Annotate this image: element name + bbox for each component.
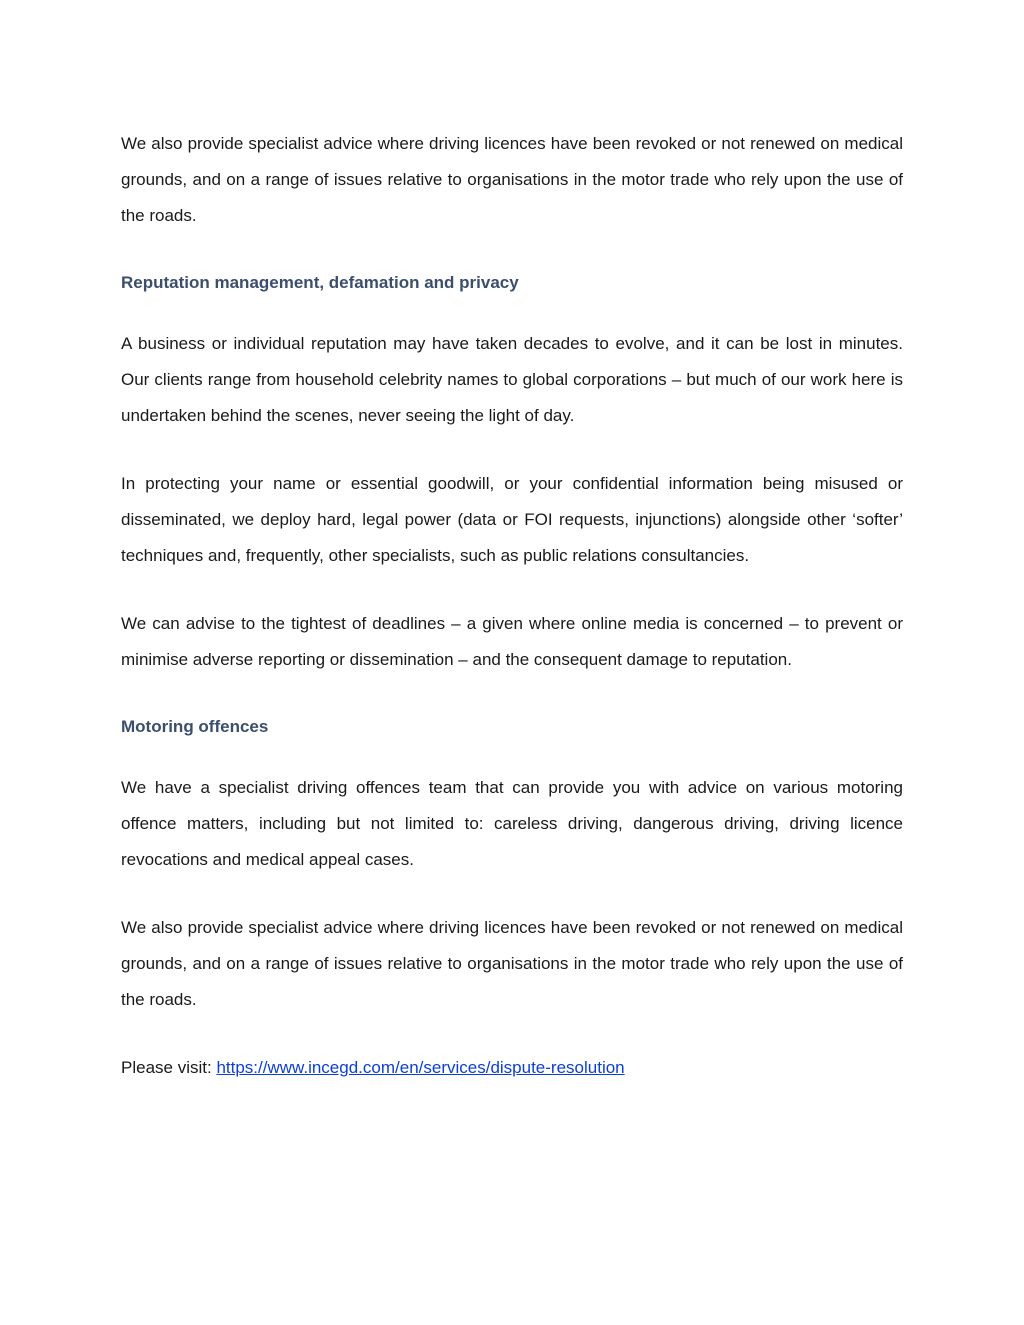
visit-line xyxy=(121,1050,903,1086)
paragraph-protecting-name: In protecting your name or essential goodwill, or your confidential information being misused or disseminated, we deploy hard, legal power (data or FOI requests, injunctions) alongside other ‘softer’ techniques and, frequently, other specialists, such as public relations consultancies. xyxy=(121,474,903,565)
paragraph-licence-advice-bottom: We also provide specialist advice where driving licences have been revoked or not renewed on medical grounds, and on a range of issues relative to organisations in the motor trade who rely upon the use of the roads. xyxy=(121,918,903,1009)
paragraph-driving-offences-team: We have a specialist driving offences team that can provide you with advice on various motoring offence matters, including but not limited to: careless driving, dangerous driving, driving licence revocations and medical appeal cases. xyxy=(121,778,903,869)
paragraph-deadlines: We can advise to the tightest of deadlines – a given where online media is concerned – to prevent or minimise adverse reporting or dissemination – and the consequent damage to reputation. xyxy=(121,614,903,669)
dispute-resolution-link[interactable]: https://www.incegd.com/en/services/dispute-resolution xyxy=(216,1058,625,1077)
visit-label: Please visit: xyxy=(121,1058,217,1077)
heading-reputation-management: Reputation management, defamation and privacy xyxy=(121,273,519,292)
heading-motoring-offences: Motoring offences xyxy=(121,717,269,736)
document-body xyxy=(121,126,903,1086)
paragraph-licence-advice-top: We also provide specialist advice where driving licences have been revoked or not renewed on medical grounds, and on a range of issues relative to organisations in the motor trade who rely upon the use of the roads. xyxy=(121,134,903,225)
paragraph-reputation-intro: A business or individual reputation may have taken decades to evolve, and it can be lost in minutes. Our clients range from household celebrity names to global corporations – but much of our work here is undertaken behind the scenes, never seeing the light of day. xyxy=(121,334,903,425)
